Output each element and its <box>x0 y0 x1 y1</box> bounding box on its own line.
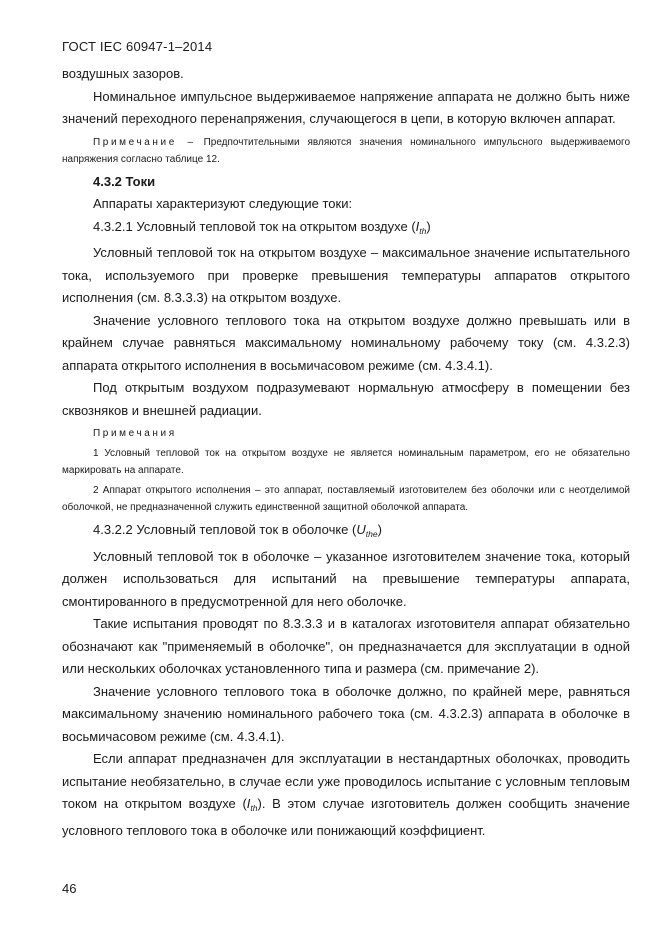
subscript-th: th <box>419 225 427 236</box>
paragraph-ith-value: Значение условного теплового тока на открытом воздухе должно превышать или в крайнем случае равняться максимальному номинальному рабочему току (см. 4.3.2.3) аппарата открытого исполнения в восьмичасовом режиме (см. 4.3.4.1). <box>62 312 630 373</box>
heading-text: 4.3.2.2 Условный тепловой ток в оболочке ( <box>93 522 357 537</box>
paragraph-impulse-voltage: Номинальное импульсное выдерживаемое напряжение аппарата не должно быть ниже значений переходного перенапряжения, случающегося в цепи, в которую включен аппарат. <box>62 88 630 126</box>
subscript-th: th <box>250 803 258 813</box>
heading-text: 4.3.2.1 Условный тепловой ток на открытом воздухе ( <box>93 218 416 234</box>
paragraph-nonstandard-enclosures <box>62 748 630 842</box>
subsection-heading-4-3-2-2 <box>62 519 630 546</box>
section-heading-4-3-2: 4.3.2 Токи <box>93 173 156 189</box>
notes-label: Примечания <box>93 428 177 439</box>
close-paren: ) <box>426 218 431 234</box>
paragraph-open-air: Под открытым воздухом подразумевают нормальную атмосферу в помещении без сквозняков и внешней радиации. <box>62 380 630 418</box>
paragraph-continuation: воздушных зазоров. <box>62 66 184 81</box>
note-1: 1 Условный тепловой ток на открытом воздухе не является номинальным параметром, его не обязательно маркировать на аппарате. <box>62 448 630 476</box>
document-body <box>62 63 630 842</box>
subsection-heading-4-3-2-1 <box>62 216 630 243</box>
note-text: Предпочтительными являются значения номинального импульсного выдерживаемого напряжения согласно таблице 12. <box>62 136 631 165</box>
document-code-header: ГОСТ IEC 60947-1–2014 <box>62 39 213 54</box>
paragraph-definition-ithe: Условный тепловой ток в оболочке – указанное изготовителем значение тока, который должен использоваться для испытаний на превышение температуры аппарата, смонтированного в предусмотренной для него оболочке. <box>62 548 630 609</box>
symbol-i: I <box>415 218 420 234</box>
symbol-u: U <box>356 522 366 537</box>
paragraph-ithe-value: Значение условного теплового тока в оболочке должно, по крайней мере, равняться максимальному значению номинального рабочего тока (см. 4.3.2.3) аппарата в оболочке в восьмичасовом режиме (см. 4.3.4.1). <box>62 683 630 744</box>
note-label: Примечание – <box>93 136 196 148</box>
page-number: 46 <box>62 881 77 896</box>
symbol-i: I <box>246 796 251 811</box>
subscript-the: the <box>365 529 378 539</box>
paragraph-currents-intro: Аппараты характеризуют следующие токи: <box>93 196 353 211</box>
text-part-b: ). В этом случае изготовитель должен сообщить значение условного теплового тока в оболочке или понижающий коэффициент. <box>62 796 630 838</box>
paragraph-tests-enclosure: Такие испытания проводят по 8.3.3.3 и в каталогах изготовителя аппарат обязательно обозначают как "применяемый в оболочке", он предназначается для эксплуатации в одной или нескольких оболочках установленного типа и размера (см. примечание 2). <box>62 616 630 676</box>
paragraph-definition-ith: Условный тепловой ток на открытом воздухе – максимальное значение испытательного тока, используемого при проверке превышения температуры аппаратов открытого исполнения (см. 8.3.3.3) на открытом воздухе. <box>62 245 630 305</box>
note-preferred-values <box>62 134 630 168</box>
text-part-a: Если аппарат предназначен для эксплуатации в нестандартных оболочках, проводить испытание необязательно, в случае если уже проводилось испытание с условным тепловым током на открытом воздухе ( <box>62 751 630 811</box>
note-2: 2 Аппарат открытого исполнения – это аппарат, поставляемый изготовителем без оболочки или с неотделимой оболочкой, не предназначенной служить единственной защитной оболочкой аппарата. <box>62 485 630 513</box>
close-paren: ) <box>377 522 382 537</box>
